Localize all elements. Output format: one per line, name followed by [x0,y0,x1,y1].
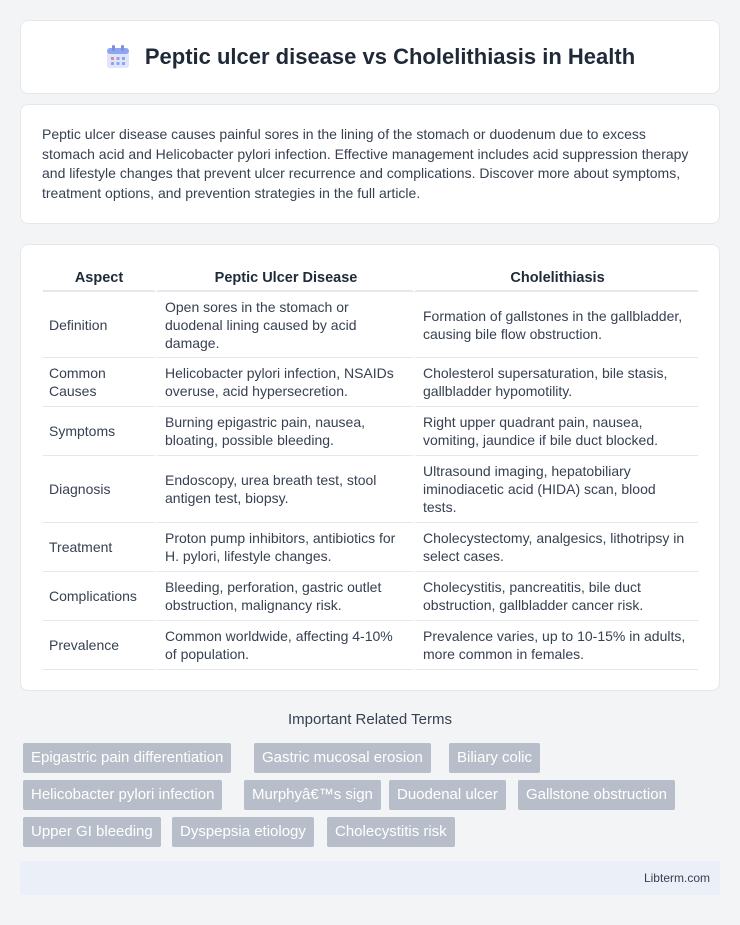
row-peptic-ulcer: Burning epigastric pain, nausea, bloating, possible bleeding. [155,407,413,456]
header-cholelithiasis: Cholelithiasis [413,265,698,292]
row-cholelithiasis: Cholesterol supersaturation, bile stasis, gallbladder hypomotility. [413,358,698,407]
row-cholelithiasis: Prevalence varies, up to 10-15% in adults, more common in females. [413,621,698,670]
row-cholelithiasis: Right upper quadrant pain, nausea, vomiting, jaundice if bile duct blocked. [413,407,698,456]
tag-gastric-mucosal-erosion[interactable]: Gastric mucosal erosion [254,743,431,773]
calendar-grid-icon [105,44,131,70]
table-row [43,292,698,358]
tag-epigastric-pain[interactable]: Epigastric pain differentiation [23,743,231,773]
related-terms-title: Important Related Terms [288,711,452,728]
tag-dyspepsia-etiology[interactable]: Dyspepsia etiology [172,817,314,847]
row-peptic-ulcer: Proton pump inhibitors, antibiotics for H. pylori, lifestyle changes. [155,523,413,572]
page-title: Peptic ulcer disease vs Cholelithiasis in Health [144,44,636,69]
table-row [43,358,698,407]
row-aspect: Treatment [43,523,155,572]
row-aspect: Complications [43,572,155,621]
table-row [43,572,698,621]
footer-site[interactable]: Libterm.com [643,871,710,885]
row-peptic-ulcer: Common worldwide, affecting 4-10% of population. [155,621,413,670]
tag-upper-gi-bleeding[interactable]: Upper GI bleeding [23,817,161,847]
tag-duodenal-ulcer[interactable]: Duodenal ulcer [389,780,506,810]
row-peptic-ulcer: Endoscopy, urea breath test, stool antigen test, biopsy. [155,456,413,523]
row-aspect: Common Causes [43,358,155,407]
row-aspect: Diagnosis [43,456,155,523]
table-row [43,407,698,456]
tag-gallstone-obstruction[interactable]: Gallstone obstruction [518,780,675,810]
header-card [20,20,720,94]
tag-murphys-sign[interactable]: Murphyâ€™s sign [244,780,381,810]
row-peptic-ulcer: Open sores in the stomach or duodenal lining caused by acid damage. [155,292,413,358]
row-peptic-ulcer: Bleeding, perforation, gastric outlet obstruction, malignancy risk. [155,572,413,621]
row-aspect: Symptoms [43,407,155,456]
row-aspect: Prevalence [43,621,155,670]
row-cholelithiasis: Ultrasound imaging, hepatobiliary iminodiacetic acid (HIDA) scan, blood tests. [413,456,698,523]
header-peptic-ulcer: Peptic Ulcer Disease [155,265,413,292]
intro-card [20,104,720,224]
intro-text: Peptic ulcer disease causes painful sores in the lining of the stomach or duodenum due to excess stomach acid and Helicobacter pylori infection. Effective management includes acid suppression therapy and lifestyle changes that prevent ulcer recurrence and complications. Discover more about symptoms, treatment options, and prevention strategies in the full article. [42,126,689,201]
table-row [43,523,698,572]
tag-biliary-colic[interactable]: Biliary colic [449,743,540,773]
row-peptic-ulcer: Helicobacter pylori infection, NSAIDs overuse, acid hypersecretion. [155,358,413,407]
table-row [43,456,698,523]
tag-helicobacter-pylori[interactable]: Helicobacter pylori infection [23,780,222,810]
table-header-row [43,265,698,292]
row-cholelithiasis: Cholecystectomy, analgesics, lithotripsy in select cases. [413,523,698,572]
row-cholelithiasis: Cholecystitis, pancreatitis, bile duct obstruction, gallbladder cancer risk. [413,572,698,621]
comparison-table [43,265,698,670]
row-aspect: Definition [43,292,155,358]
row-cholelithiasis: Formation of gallstones in the gallbladder, causing bile flow obstruction. [413,292,698,358]
footer [20,861,720,895]
tag-cholecystitis-risk[interactable]: Cholecystitis risk [327,817,455,847]
header-aspect: Aspect [43,265,155,292]
comparison-table-card [20,244,720,691]
table-row [43,621,698,670]
